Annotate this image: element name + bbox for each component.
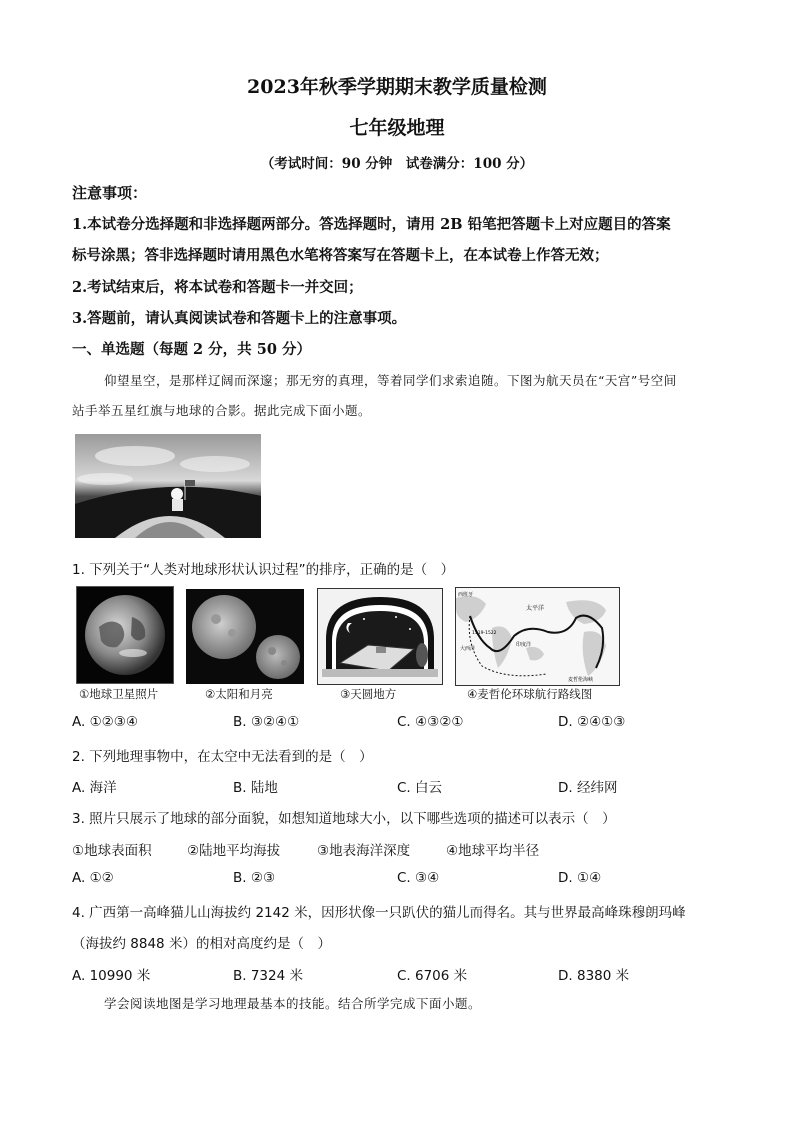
notes-item-3: 3.答题前，请认真阅读试卷和答题卡上的注意事项。 [72, 310, 407, 327]
question-3-stem: 3. 照片只展示了地球的部分面貌，如想知道地球大小，以下哪些选项的描述可以表示（ ） [72, 811, 616, 827]
q2-option-a[interactable]: A. 海洋 [72, 780, 117, 796]
map-label-atlantic: 大西洋 [460, 646, 476, 652]
q2-option-b[interactable]: B. 陆地 [233, 780, 278, 796]
question-1-stem: 1. 下列关于“人类对地球形状认识过程”的排序，正确的是（ ） [72, 562, 455, 578]
magellan-route-map [455, 587, 620, 686]
map-label-strait: 麦哲伦海峡 [568, 677, 594, 683]
figure-caption-4: ④麦哲伦环球航行路线图 [467, 687, 593, 701]
q3-option-a[interactable]: A. ①② [72, 870, 114, 886]
q3-option-c[interactable]: C. ③④ [397, 870, 440, 886]
intro-line-2: 站手举五星红旗与地球的合影。据此完成下面小题。 [72, 403, 372, 418]
astronaut-photo [75, 434, 261, 538]
q2-option-d[interactable]: D. 经纬网 [558, 780, 618, 796]
figure-caption-3: ③天圆地方 [340, 687, 397, 701]
intro-line-1: 仰望星空，是那样辽阔而深邃；那无穷的真理，等着同学们求索追随。下图为航天员在“天宫”号空间 [104, 373, 677, 388]
exam-subtitle: 七年级地理 [349, 117, 445, 139]
q3-option-d[interactable]: D. ①④ [558, 870, 602, 886]
section-heading: 一、单选题（每题 2 分，共 50 分） [72, 341, 311, 358]
heaven-earth-image [317, 588, 443, 685]
q3-sub-option-4: ④地球平均半径 [446, 843, 540, 859]
sun-moon-image [186, 589, 304, 684]
notes-heading: 注意事项： [72, 184, 148, 202]
q3-sub-option-1: ①地球表面积 [72, 843, 152, 859]
map-label-years: 1519-1522 [472, 631, 497, 636]
q4-option-d[interactable]: D. 8380 米 [558, 968, 630, 984]
q4-option-a[interactable]: A. 10990 米 [72, 968, 151, 984]
q2-option-c[interactable]: C. 白云 [397, 780, 443, 796]
q3-sub-option-2: ②陆地平均海拔 [187, 843, 281, 859]
question-2-stem: 2. 下列地理事物中，在太空中无法看到的是（ ） [72, 749, 373, 765]
earth-satellite-image [76, 586, 174, 684]
q3-option-b[interactable]: B. ②③ [233, 870, 276, 886]
notes-item-1-line-1: 1.本试卷分选择题和非选择题两部分。答选择题时，请用 2B 铅笔把答题卡上对应题目的答案 [72, 216, 671, 233]
map-label-pacific: 太平洋 [526, 605, 545, 612]
q4-option-c[interactable]: C. 6706 米 [397, 968, 468, 984]
map-label-indian: 印度洋 [516, 642, 532, 648]
map-label-spain: 西班牙 [458, 592, 474, 598]
q1-option-a[interactable]: A. ①②③④ [72, 714, 138, 730]
q1-option-b[interactable]: B. ③②④① [233, 714, 300, 730]
figure-caption-1: ①地球卫星照片 [79, 687, 159, 701]
figure-caption-2: ②太阳和月亮 [205, 687, 273, 701]
question-4-stem-line-1: 4. 广西第一高峰猫儿山海拔约 2142 米，因形状像一只趴伏的猫儿而得名。其与世界最高峰珠穆朗玛峰 [72, 905, 686, 921]
q3-sub-option-3: ③地表海洋深度 [317, 843, 411, 859]
exam-info: （考试时间：90 分钟 试卷满分：100 分） [260, 156, 534, 172]
q1-option-d[interactable]: D. ②④①③ [558, 714, 626, 730]
question-4-stem-line-2: （海拔约 8848 米）的相对高度约是（ ） [72, 936, 331, 952]
notes-item-1-line-2: 标号涂黑；答非选择题时请用黑色水笔将答案写在答题卡上，在本试卷上作答无效； [72, 247, 609, 264]
q4-option-b[interactable]: B. 7324 米 [233, 968, 303, 984]
closing-intro: 学会阅读地图是学习地理最基本的技能。结合所学完成下面小题。 [104, 996, 482, 1011]
q1-option-c[interactable]: C. ④③②① [397, 714, 464, 730]
notes-item-2: 2.考试结束后，将本试卷和答题卡一并交回； [72, 279, 363, 296]
exam-title: 2023年秋季学期期末教学质量检测 [247, 76, 547, 98]
